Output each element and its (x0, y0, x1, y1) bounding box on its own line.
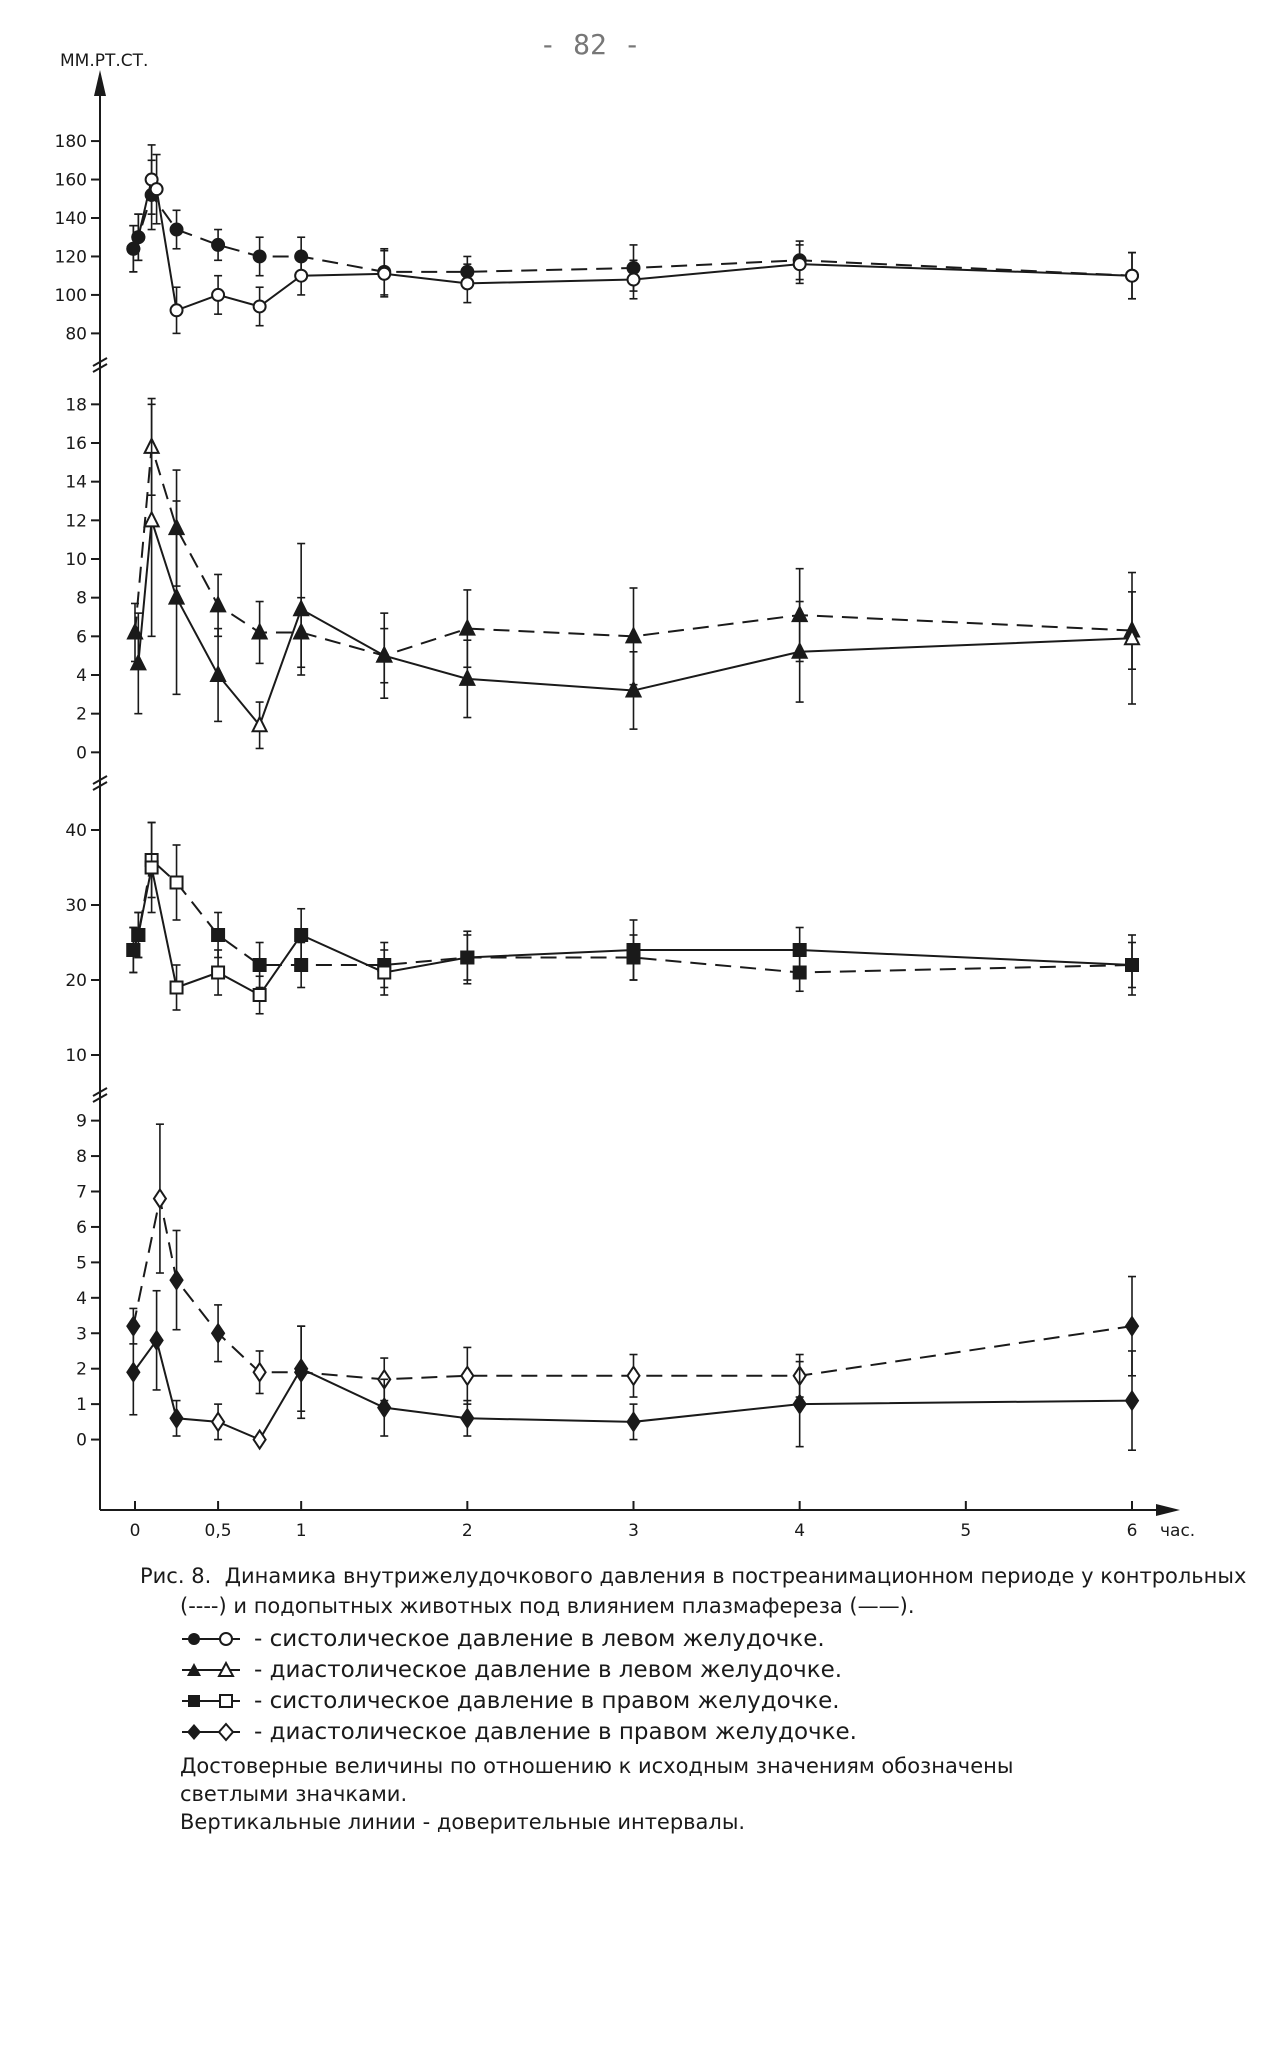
y-tick-label: 80 (65, 324, 87, 345)
y-tick-label: 40 (65, 821, 87, 841)
series-rv-systolic-plasmapheresis (127, 823, 1138, 1014)
legend-label: - диастолическое давление в левом желудочке. (254, 1657, 843, 1683)
legend-item-lv-diastolic (180, 1655, 842, 1685)
data-point (132, 231, 144, 243)
y-tick-label: 8 (76, 588, 87, 609)
data-point-open (254, 300, 266, 312)
data-point-open (171, 877, 183, 889)
x-tick-label: 4 (794, 1521, 806, 1541)
panel-rv-diastolic (127, 1124, 1138, 1450)
x-tick-label: 0,5 (204, 1521, 232, 1541)
data-point (461, 952, 473, 964)
data-point (171, 224, 183, 236)
y-tick-label: 16 (65, 434, 87, 454)
data-point (295, 929, 307, 941)
y-tick-label: 18 (65, 395, 87, 416)
data-point (212, 239, 224, 251)
series-rv-diastolic-control (127, 1124, 1138, 1418)
figure-note-line-2: светлыми значками. (180, 1782, 408, 1806)
legend-label: - систолическое давление в правом желудочке. (254, 1688, 840, 1714)
data-point (171, 1409, 183, 1427)
data-point-open (254, 989, 266, 1001)
legend-marker-square (180, 1691, 242, 1711)
figure-caption-line-1: Рис. 8. Динамика внутрижелудочкового давления в постреанимационном периоде у контрольных (140, 1564, 1247, 1588)
y-tick-label: 5 (76, 1253, 87, 1274)
data-point-open (171, 982, 183, 994)
y-tick-label: 0 (76, 743, 87, 764)
panel-rv-systolic (127, 823, 1138, 1014)
data-point (254, 250, 266, 262)
data-point (378, 1399, 390, 1417)
data-point (794, 944, 806, 956)
x-axis-arrow (1156, 1504, 1180, 1516)
data-point-open (212, 1413, 224, 1431)
y-tick-label: 14 (65, 472, 87, 493)
x-tick-label: 6 (1126, 1521, 1138, 1541)
data-point (461, 1409, 473, 1427)
x-tick-label: 3 (628, 1521, 639, 1541)
x-unit-label: час. (1160, 1521, 1196, 1541)
data-point (254, 959, 266, 971)
data-point (1126, 1392, 1138, 1410)
y-tick-label: 4 (76, 666, 87, 686)
y-tick-label: 9 (76, 1111, 87, 1132)
x-tick-label: 5 (960, 1521, 972, 1541)
legend-marker-diamond (180, 1722, 242, 1742)
data-point (211, 597, 225, 611)
y-tick-label: 140 (54, 209, 87, 229)
data-point-open (171, 304, 183, 316)
y-tick-label: 10 (65, 550, 87, 570)
y-tick-label: 6 (76, 627, 87, 648)
y-tick-label: 4 (76, 1288, 87, 1309)
y-tick-label: 10 (65, 1046, 87, 1066)
y-tick-label: 100 (54, 285, 87, 306)
data-point (212, 929, 224, 941)
legend-marker-circle (180, 1629, 242, 1649)
page-number: - 82 - (539, 28, 641, 61)
x-tick-label: 0 (129, 1521, 141, 1541)
y-tick-label: 20 (65, 971, 87, 991)
legend-item-rv-systolic (180, 1686, 840, 1716)
legend-item-rv-diastolic (180, 1717, 857, 1747)
series-lv-diastolic-control (128, 399, 1139, 685)
data-point-open (628, 274, 640, 286)
data-point-open (295, 270, 307, 282)
legend-marker-triangle (180, 1660, 242, 1680)
y-tick-label: 6 (76, 1217, 87, 1238)
series-line (133, 868, 1132, 996)
data-point-open (378, 268, 390, 280)
data-point (628, 1413, 640, 1431)
y-axis-arrow (94, 70, 106, 96)
y-tick-label: 0 (76, 1430, 87, 1451)
data-point (171, 1271, 183, 1289)
y-tick-label: 160 (54, 170, 87, 191)
y-tick-label: 7 (76, 1182, 87, 1203)
y-tick-label: 180 (54, 132, 87, 153)
data-point (132, 929, 144, 941)
data-point-open (254, 1363, 266, 1381)
data-point-open (1126, 270, 1138, 282)
data-point-open (628, 1367, 640, 1385)
data-point-open (146, 862, 158, 874)
data-point (127, 944, 139, 956)
figure-caption-line-2: (----) и подопытных животных под влиянием плазмафереза (——). (180, 1594, 915, 1618)
data-point-open (212, 289, 224, 301)
data-point-open (151, 183, 163, 195)
legend-item-lv-systolic (180, 1624, 825, 1654)
data-point (794, 1395, 806, 1413)
y-tick-label: 2 (76, 704, 87, 725)
legend-label: - диастолическое давление в правом желудочке. (254, 1719, 857, 1745)
data-point (460, 621, 474, 635)
data-point (628, 944, 640, 956)
y-tick-label: 1 (76, 1395, 87, 1416)
figure-note-line-1: Достоверные величины по отношению к исходным значениям обозначены (180, 1754, 1014, 1778)
figure-note-line-3: Вертикальные линии - доверительные интервалы. (180, 1810, 746, 1834)
y-unit-label: ММ.РТ.СТ. (60, 51, 149, 71)
data-point-open (461, 277, 473, 289)
data-point-open (145, 512, 159, 526)
series-layer (127, 145, 1139, 1450)
data-point (131, 655, 145, 669)
data-point (1126, 1317, 1138, 1335)
data-point (127, 243, 139, 255)
x-tick-label: 2 (461, 1521, 473, 1541)
series-lv-diastolic-plasmapheresis (131, 404, 1139, 748)
series-lv-systolic-plasmapheresis (127, 145, 1138, 333)
data-point (212, 1324, 224, 1342)
data-point (294, 601, 308, 615)
y-tick-label: 12 (65, 511, 87, 532)
data-point-open (212, 967, 224, 979)
y-tick-label: 3 (76, 1324, 87, 1345)
y-tick-label: 2 (76, 1359, 87, 1380)
legend-label: - систолическое давление в левом желудочке. (254, 1626, 825, 1652)
data-point-open (461, 1367, 473, 1385)
data-point (211, 667, 225, 681)
data-point (1126, 959, 1138, 971)
y-tick-label: 30 (65, 896, 87, 916)
data-point-open (794, 258, 806, 270)
panel-lv-systolic (127, 145, 1138, 333)
data-point-open (378, 967, 390, 979)
panel-lv-diastolic (128, 399, 1139, 749)
y-tick-label: 120 (54, 247, 87, 268)
x-tick-label: 1 (295, 1521, 307, 1541)
y-tick-label: 8 (76, 1147, 87, 1168)
series-line (133, 1199, 1132, 1380)
data-point-open (154, 1190, 166, 1208)
data-point (170, 590, 184, 604)
